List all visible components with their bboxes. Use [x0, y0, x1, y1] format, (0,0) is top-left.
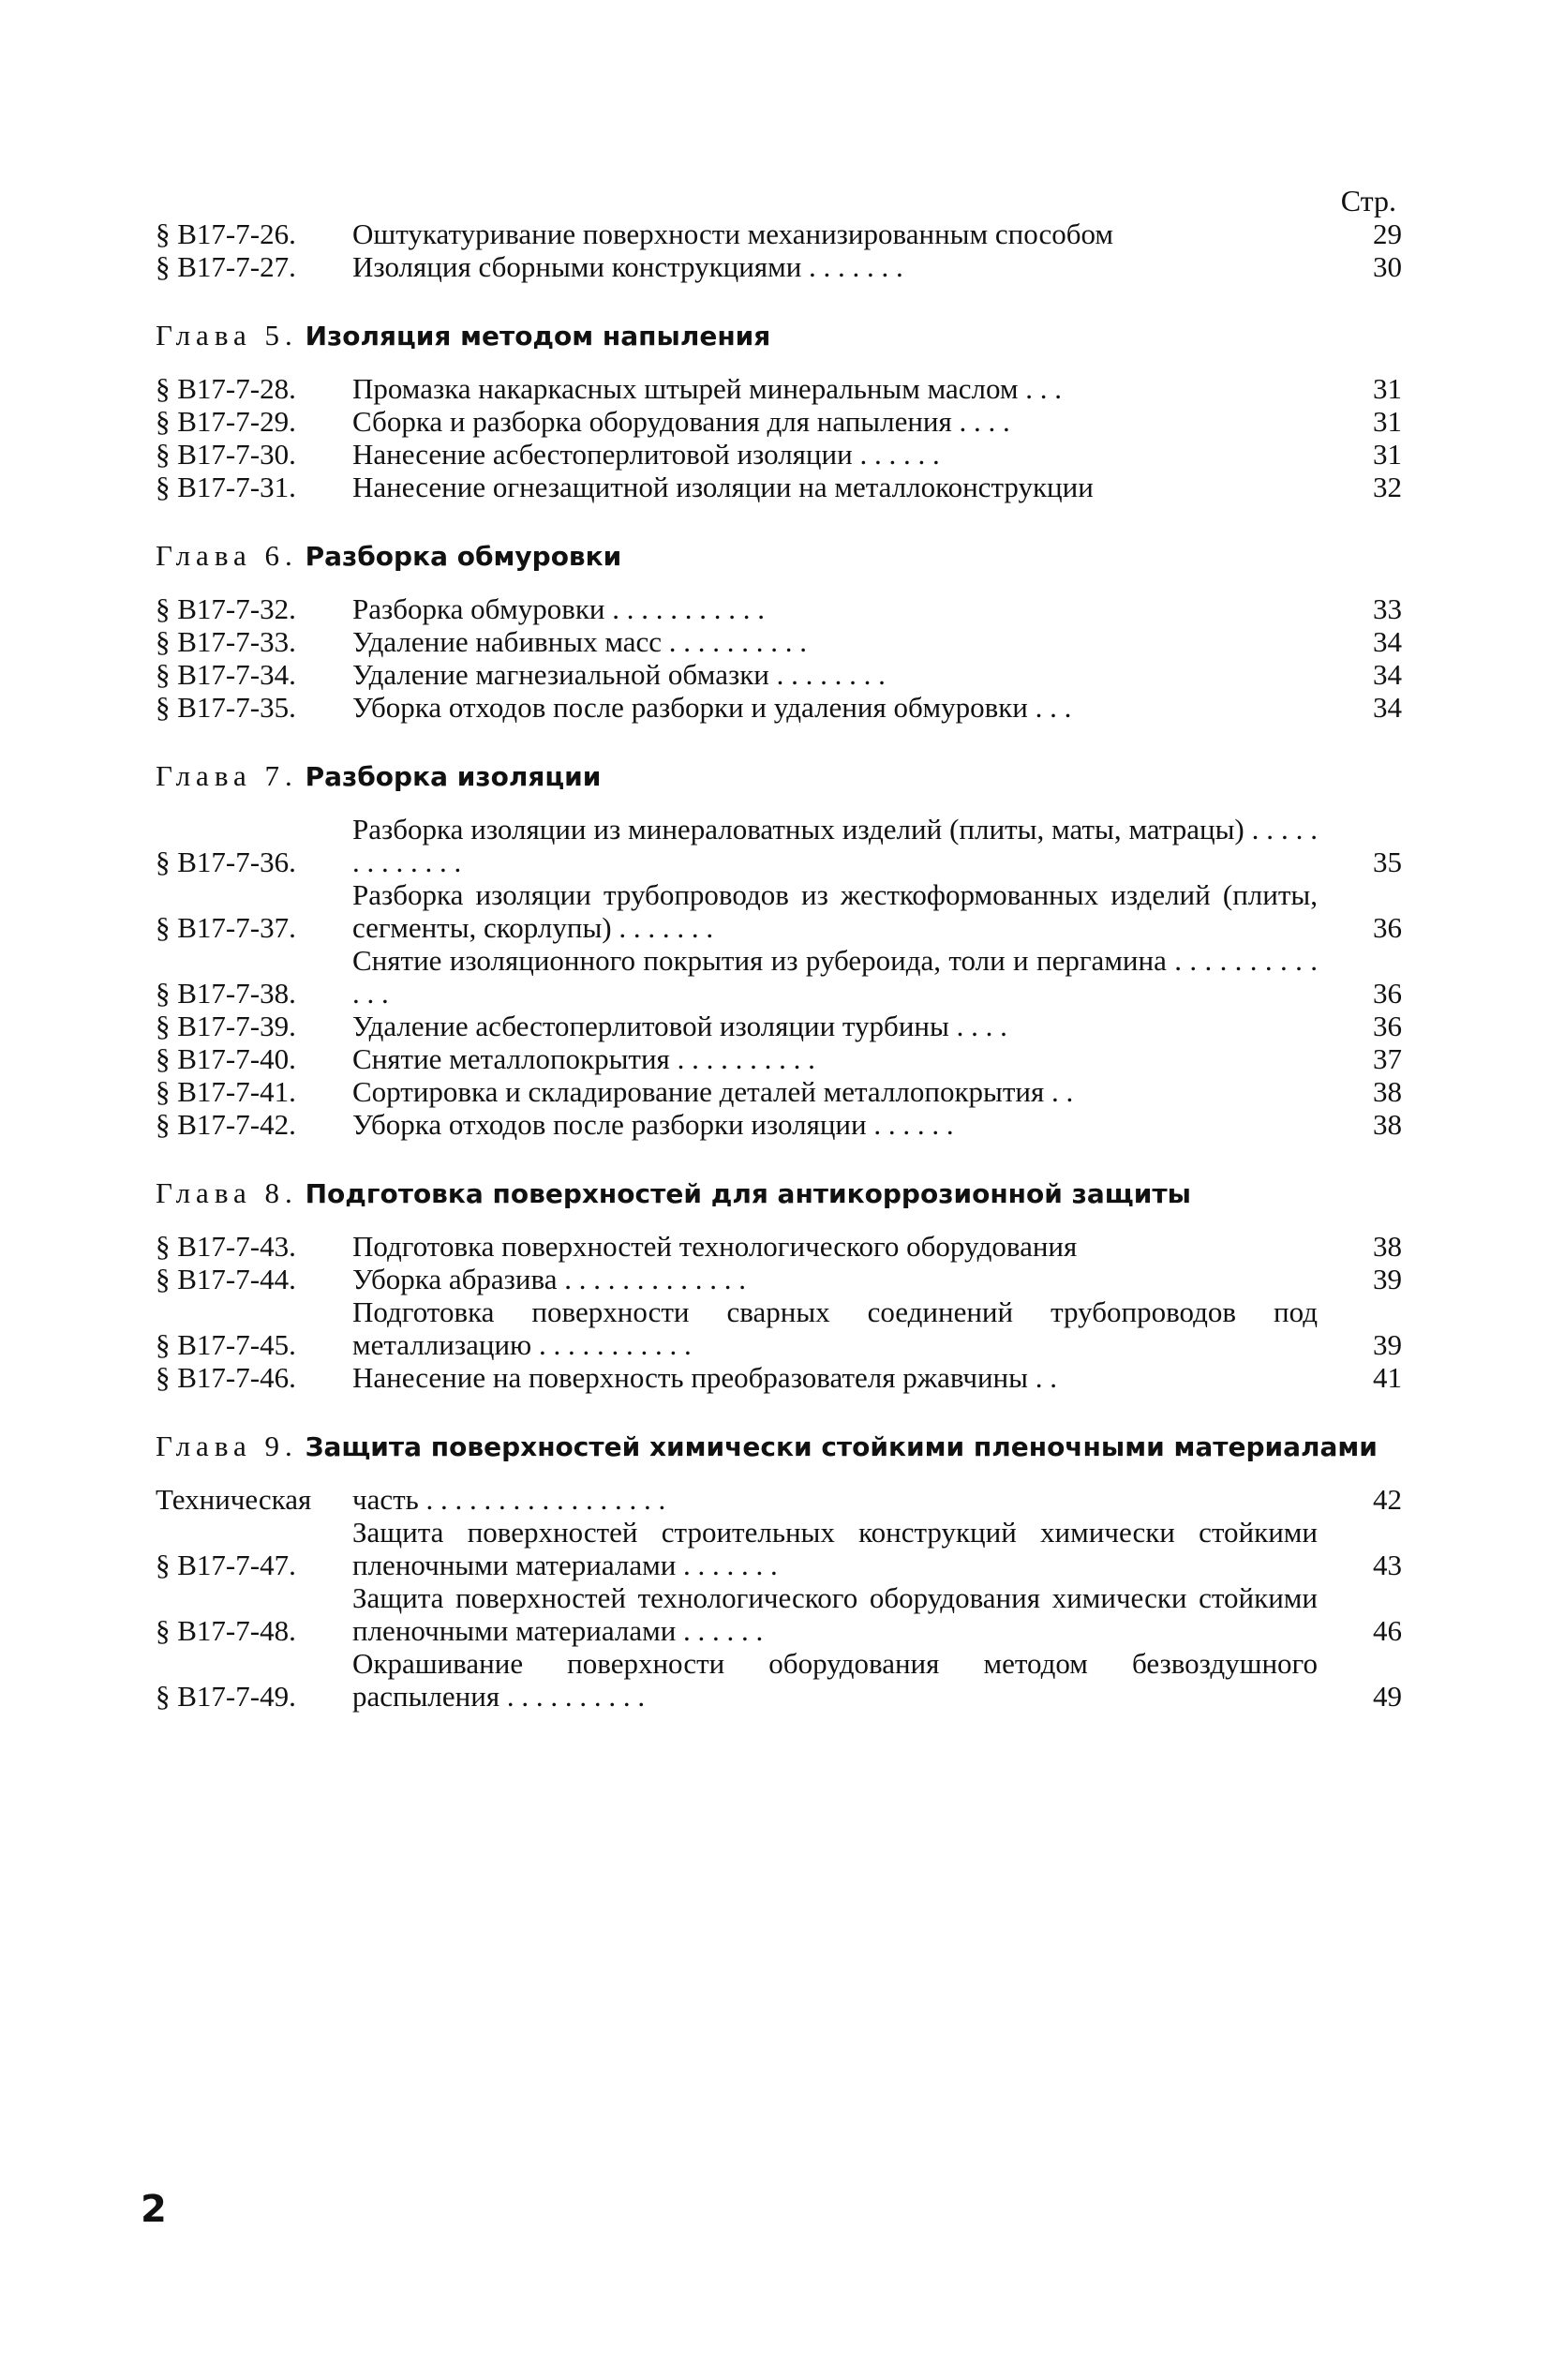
- section-title: Нанесение на поверхность преобразователя ржавчины . .: [352, 1361, 1057, 1394]
- page-number: 33: [1373, 592, 1402, 625]
- chapter-title: Подготовка поверхностей для антикоррозионной защиты: [305, 1178, 1191, 1209]
- page-number: 36: [1373, 977, 1402, 1010]
- page-number: 36: [1373, 911, 1402, 944]
- page-number: 35: [1373, 846, 1402, 878]
- page-column-header: Стр.: [1340, 184, 1396, 217]
- section-title: Уборка отходов после разборки и удаления обмуровки . . .: [352, 691, 1072, 724]
- toc-entry: [156, 1647, 1402, 1713]
- section-title: Разборка обмуровки . . . . . . . . . . .: [352, 592, 765, 625]
- section-title: Снятие металлопокрытия . . . . . . . . . .: [352, 1042, 815, 1075]
- page-number: 34: [1373, 625, 1402, 658]
- chapter-title: Разборка обмуровки: [305, 541, 622, 572]
- page-number: 31: [1373, 405, 1402, 438]
- page-number: 38: [1373, 1075, 1402, 1108]
- section-title: Нанесение огнезащитной изоляции на металлоконструкции: [352, 471, 1094, 503]
- chapter-9: [156, 1426, 1402, 1713]
- chapter-label: Глава 5.: [156, 319, 298, 352]
- page-number: 30: [1373, 250, 1402, 283]
- section-code: § B17-7-44.: [156, 1263, 296, 1295]
- page-number: 32: [1373, 471, 1402, 503]
- toc-entry: [156, 1230, 1402, 1263]
- chapter-heading: [156, 535, 1402, 577]
- section-title: Подготовка поверхностей технологического оборудования: [352, 1230, 1078, 1263]
- toc-entry: [156, 372, 1402, 405]
- toc-entry: [156, 813, 1402, 878]
- chapter-heading: [156, 1173, 1402, 1215]
- section-code: § B17-7-28.: [156, 372, 296, 405]
- toc-entry: [156, 405, 1402, 438]
- section-code: § B17-7-31.: [156, 471, 296, 503]
- page-number: 39: [1373, 1328, 1402, 1361]
- section-title: часть . . . . . . . . . . . . . . . . .: [352, 1483, 666, 1516]
- toc-entry: [156, 878, 1402, 944]
- section-code: § B17-7-42.: [156, 1108, 296, 1141]
- chapter-label: Глава 8.: [156, 1176, 298, 1209]
- chapter-7: [156, 756, 1402, 1141]
- toc-entry: [156, 1108, 1402, 1141]
- toc-entry: [156, 625, 1402, 658]
- section-title: Разборка изоляции из минераловатных изделий (плиты, маты, матрацы) . . . . . . . . . . . . .: [352, 813, 1318, 878]
- chapter-heading: [156, 315, 1402, 357]
- page-number: 31: [1373, 438, 1402, 471]
- chapter-label: Глава 6.: [156, 539, 298, 572]
- chapter-title: Разборка изоляции: [305, 761, 602, 792]
- section-title: Окрашивание поверхности оборудования методом безвоздушного распыления . . . . . . . . . .: [352, 1647, 1318, 1713]
- section-title: Сборка и разборка оборудования для напыления . . . .: [352, 405, 1010, 438]
- section-title: Сортировка и складирование деталей металлопокрытия . .: [352, 1075, 1074, 1108]
- page-number: 43: [1373, 1549, 1402, 1581]
- section-code: § B17-7-26.: [156, 217, 296, 250]
- toc-entry: [156, 1042, 1402, 1075]
- section-code: § B17-7-34.: [156, 658, 296, 691]
- chapter-6: [156, 535, 1402, 724]
- toc-entry: [156, 1581, 1402, 1647]
- toc-entry: [156, 1263, 1402, 1295]
- section-title: Защита поверхностей технологического оборудования химически стойкими пленочными материалами . . . . . .: [352, 1581, 1318, 1647]
- toc-entry: [156, 1075, 1402, 1108]
- section-title: Изоляция сборными конструкциями . . . . . . .: [352, 250, 903, 283]
- section-title: Удаление набивных масс . . . . . . . . . .: [352, 625, 808, 658]
- page-number: 36: [1373, 1010, 1402, 1042]
- toc-entry: [156, 1010, 1402, 1042]
- toc-entry: [156, 658, 1402, 691]
- toc-entry: [156, 691, 1402, 724]
- page-number: 31: [1373, 372, 1402, 405]
- section-code: § B17-7-29.: [156, 405, 296, 438]
- page-number: 38: [1373, 1108, 1402, 1141]
- section-title: Удаление магнезиальной обмазки . . . . . . . .: [352, 658, 886, 691]
- chapter-8: [156, 1173, 1402, 1394]
- chapter-heading: [156, 756, 1402, 798]
- section-code: § B17-7-47.: [156, 1549, 296, 1581]
- section-code: § B17-7-45.: [156, 1328, 296, 1361]
- section-code: § B17-7-35.: [156, 691, 296, 724]
- chapter-heading: [156, 1426, 1402, 1468]
- toc-entry: [156, 592, 1402, 625]
- section-title: Уборка отходов после разборки изоляции . . . . . .: [352, 1108, 954, 1141]
- section-code: § B17-7-39.: [156, 1010, 296, 1042]
- toc-entry: [156, 250, 1402, 283]
- chapter-title: Изоляция методом напыления: [305, 321, 771, 352]
- page-number: 46: [1373, 1614, 1402, 1647]
- section-title: Уборка абразива . . . . . . . . . . . . .: [352, 1263, 746, 1295]
- toc-entry: [156, 1361, 1402, 1394]
- toc-entry: [156, 438, 1402, 471]
- toc-entry: [156, 217, 1402, 250]
- page-number: 38: [1373, 1230, 1402, 1263]
- section-title: Удаление асбестоперлитовой изоляции турбины . . . .: [352, 1010, 1007, 1042]
- section-code: § B17-7-46.: [156, 1361, 296, 1394]
- section-code: § B17-7-38.: [156, 977, 296, 1010]
- section-title: Подготовка поверхности сварных соединений трубопроводов под металлизацию . . . . . . . . . . .: [352, 1295, 1318, 1361]
- toc-entry: [156, 471, 1402, 503]
- chapter-label: Глава 9.: [156, 1429, 298, 1462]
- section-title: Защита поверхностей строительных конструкций химически стойкими пленочными материалами . . . . . . .: [352, 1516, 1318, 1581]
- chapter-label: Глава 7.: [156, 759, 298, 792]
- section-code: § B17-7-30.: [156, 438, 296, 471]
- section-title: Снятие изоляционного покрытия из рубероида, толи и пергамина . . . . . . . . . . . . .: [352, 944, 1318, 1010]
- section-code: § B17-7-36.: [156, 846, 296, 878]
- section-title: Оштукатуривание поверхности механизированным способом: [352, 217, 1114, 250]
- page-number: 41: [1373, 1361, 1402, 1394]
- section-code: § B17-7-41.: [156, 1075, 296, 1108]
- toc-entry: [156, 944, 1402, 1010]
- section-code: Техническая: [156, 1483, 312, 1516]
- page-footer-number: 2: [141, 2188, 167, 2231]
- toc-entry: [156, 1516, 1402, 1581]
- section-title: Промазка накаркасных штырей минеральным маслом . . .: [352, 372, 1063, 405]
- section-code: § B17-7-37.: [156, 911, 296, 944]
- page-number: 34: [1373, 691, 1402, 724]
- section-code: § B17-7-40.: [156, 1042, 296, 1075]
- section-code: § B17-7-43.: [156, 1230, 296, 1263]
- page-number: 42: [1373, 1483, 1402, 1516]
- page-number: 37: [1373, 1042, 1402, 1075]
- section-code: § B17-7-27.: [156, 250, 296, 283]
- page-number: 39: [1373, 1263, 1402, 1295]
- page-number: 49: [1373, 1680, 1402, 1713]
- page-number: 34: [1373, 658, 1402, 691]
- page-number: 29: [1373, 217, 1402, 250]
- chapter-5: [156, 315, 1402, 503]
- preamble-section: [156, 217, 1402, 283]
- section-title: Нанесение асбестоперлитовой изоляции . . . . . .: [352, 438, 940, 471]
- section-code: § B17-7-33.: [156, 625, 296, 658]
- toc-entry: [156, 1483, 1402, 1516]
- section-code: § B17-7-32.: [156, 592, 296, 625]
- section-code: § B17-7-49.: [156, 1680, 296, 1713]
- section-title: Разборка изоляции трубопроводов из жесткоформованных изделий (плиты, сегменты, скорлупы) . . . . . . .: [352, 878, 1318, 944]
- section-code: § B17-7-48.: [156, 1614, 296, 1647]
- toc-entry: [156, 1295, 1402, 1361]
- chapter-title: Защита поверхностей химически стойкими пленочными материалами: [305, 1431, 1378, 1462]
- table-of-contents: [156, 184, 1402, 1713]
